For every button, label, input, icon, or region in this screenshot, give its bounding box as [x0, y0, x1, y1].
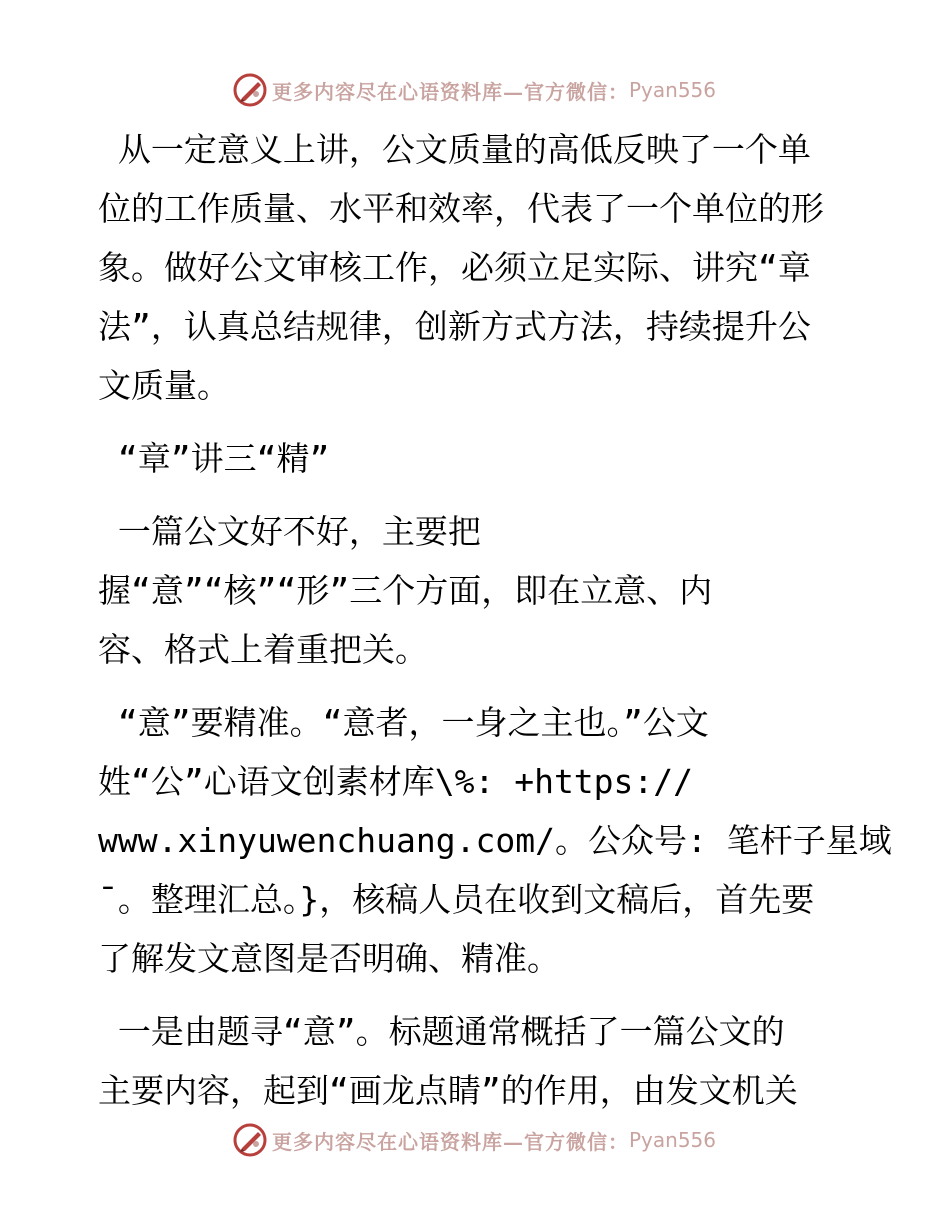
text-line: 法”，认真总结规律，创新方式方法，持续提升公 [98, 307, 811, 346]
text-line: 容、格式上着重把关。 [98, 630, 428, 669]
footer-banner [232, 1120, 716, 1160]
footer-wechat-id: Pyan556 [629, 1128, 717, 1152]
pen-logo-icon [232, 1122, 268, 1158]
heading-line: “章”讲三“精” [98, 439, 330, 478]
section-heading [98, 429, 858, 488]
footer-banner-text: 更多内容尽在心语资料库—官方微信： [272, 1129, 629, 1154]
text-line: 位的工作质量、水平和效率，代表了一个单位的形 [98, 189, 824, 228]
text-line: 姓“公”心语文创素材库\%: +https:// [98, 762, 694, 801]
article-body [98, 120, 892, 1120]
text-line: 握“意”“核”“形”三个方面，即在立意、内 [98, 571, 713, 610]
paragraph-3 [98, 693, 892, 988]
text-line: 一是由题寻“意”。标题通常概括了一篇公文的 [98, 1012, 785, 1051]
text-line: 主要内容，起到“画龙点睛”的作用，由发文机关 [98, 1071, 798, 1110]
text-line: ¯。整理汇总。}，核稿人员在收到文稿后，首先要 [98, 880, 815, 919]
text-line: 文质量。 [98, 366, 230, 405]
header-banner [232, 70, 716, 110]
paragraph-1 [98, 120, 858, 415]
text-line: www.xinyuwenchuang.com/。公众号: 笔杆子星域 [98, 821, 892, 860]
paragraph-4 [98, 1002, 858, 1120]
text-line: 了解发文意图是否明确、精准。 [98, 939, 560, 978]
text-line: 一篇公文好不好，主要把 [98, 512, 481, 551]
header-wechat-id: Pyan556 [629, 78, 717, 102]
header-banner-text: 更多内容尽在心语资料库—官方微信： [272, 79, 629, 104]
text-line: “意”要精准。“意者，一身之主也。”公文 [98, 703, 709, 742]
text-line: 象。做好公文审核工作，必须立足实际、讲究“章 [98, 248, 811, 287]
text-line: 从一定意义上讲，公文质量的高低反映了一个单 [98, 130, 811, 169]
pen-logo-icon [232, 72, 268, 108]
paragraph-2 [98, 502, 858, 679]
